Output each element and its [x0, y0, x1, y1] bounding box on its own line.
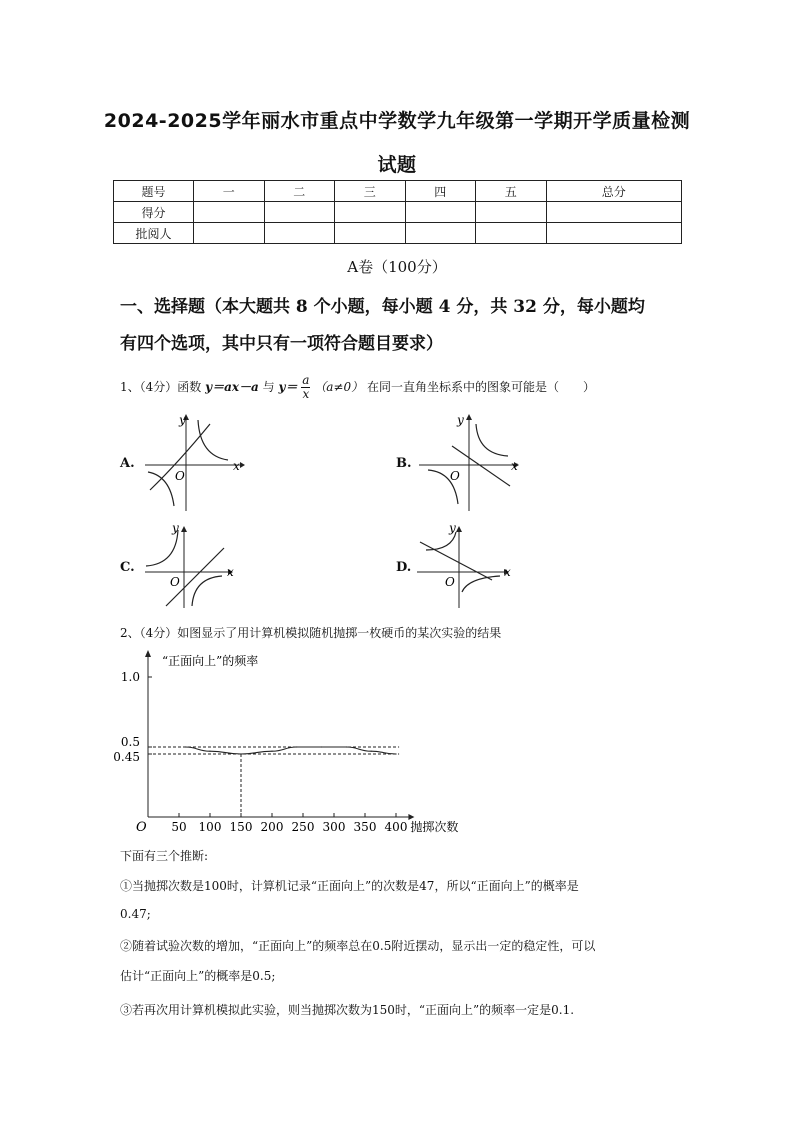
table-row: [114, 202, 682, 223]
section1-heading-line2: 有四个选项，其中只有一项符合题目要求）: [120, 334, 443, 354]
q1-suffix: 在同一直角坐标系中的图象可能是（ ）: [366, 380, 595, 394]
score-cell: [194, 202, 265, 223]
chart-reference-lines: [148, 747, 399, 817]
score-cell: [476, 223, 547, 244]
hyperbola-branch: [148, 472, 174, 506]
score-cell: [546, 223, 682, 244]
section1-heading-line1: 一、选择题（本大题共 8 个小题，每小题 4 分，共 32 分，每小题均: [120, 297, 645, 317]
section-a-title: A卷（100分）: [347, 258, 447, 276]
score-cell: [405, 223, 476, 244]
graph-option-a: [140, 408, 250, 513]
y-axis-arrow: [466, 414, 472, 420]
origin-label: O: [175, 469, 185, 483]
y-axis-arrow: [181, 526, 187, 532]
option-a-label: A.: [120, 456, 135, 471]
chart-series-line: [185, 747, 396, 754]
score-table-header-row: [114, 181, 682, 202]
origin-label: O: [450, 469, 460, 483]
graph-option-c: [140, 520, 250, 612]
table-row: [114, 223, 682, 244]
table-row-label: 批阅人: [114, 223, 194, 244]
q2-statement-1-cont: 0.47;: [120, 907, 151, 921]
score-cell: [264, 202, 335, 223]
score-cell: [476, 202, 547, 223]
y-axis-label: y: [172, 521, 179, 535]
q1-expr1: y＝ax－a: [205, 380, 259, 394]
q1-fraction: [301, 374, 310, 401]
linear-function-line: [420, 542, 492, 580]
y-axis-arrow: [456, 526, 462, 532]
chart-origin-label: O: [136, 820, 147, 835]
q2-intro: 下面有三个推断:: [120, 849, 209, 863]
chart-data-point: [346, 746, 347, 747]
q1-frac-num: a: [302, 373, 310, 387]
graph-option-b: [414, 408, 524, 513]
x-tick-label: 300: [322, 820, 346, 834]
score-table-header: 三: [335, 181, 406, 202]
hyperbola-branch: [476, 424, 508, 456]
x-tick-label: 200: [260, 820, 284, 834]
linear-function-line: [452, 446, 510, 486]
score-table-header: 题号: [114, 181, 194, 202]
table-row-label: 得分: [114, 202, 194, 223]
x-tick-label: 250: [291, 820, 315, 834]
page-title: 2024-2025学年丽水市重点中学数学九年级第一学期开学质量检测: [103, 110, 691, 132]
chart-x-label: 抛掷次数: [410, 820, 459, 834]
score-table-header: 总分: [546, 181, 682, 202]
score-table: [113, 180, 682, 244]
x-tick-label: 400: [384, 820, 408, 834]
y-tick-label: 1.0: [120, 670, 140, 684]
q1-mid: 与: [262, 380, 275, 394]
q2-statement-3: ③若再次用计算机模拟此实验，则当抛掷次数为150时，“正面向上”的频率一定是0.1.: [120, 1003, 575, 1017]
q2-statement-1: ①当抛掷次数是100时，计算机记录“正面向上”的次数是47，所以“正面向上”的概率是: [120, 879, 579, 893]
hyperbola-branch: [462, 576, 500, 592]
origin-label: O: [445, 575, 455, 589]
graph-option-d: [412, 520, 522, 612]
hyperbola-branch: [198, 420, 228, 460]
chart-data-point: [395, 753, 396, 754]
score-cell: [405, 202, 476, 223]
section1-heading: [120, 289, 690, 363]
score-table-header: 五: [476, 181, 547, 202]
score-table-header: 四: [405, 181, 476, 202]
chart-data-point: [271, 751, 272, 752]
x-axis-label: x: [233, 459, 240, 473]
option-b-label: B.: [396, 456, 412, 471]
option-c-label: C.: [120, 560, 135, 575]
chart-data-point: [296, 746, 297, 747]
x-axis-label: x: [511, 459, 518, 473]
q1-expr2: y＝: [278, 380, 298, 394]
x-axis-label: x: [227, 565, 234, 579]
x-tick-label: 50: [171, 820, 187, 834]
hyperbola-branch: [192, 576, 222, 606]
x-tick-label: 100: [198, 820, 222, 834]
score-cell: [546, 202, 682, 223]
chart-data-point: [185, 746, 186, 747]
origin-label: O: [170, 575, 180, 589]
x-tick-label: 350: [353, 820, 377, 834]
q1-frac-den: x: [302, 387, 310, 401]
x-axis-label: x: [504, 565, 511, 579]
score-table-header: 一: [194, 181, 265, 202]
chart-title: “正面向上”的频率: [162, 654, 259, 668]
y-tick-label: 0.45: [113, 750, 140, 764]
score-cell: [264, 223, 335, 244]
y-axis-label: y: [457, 413, 464, 427]
q1-stem: [120, 374, 720, 401]
chart-data-point: [321, 746, 322, 747]
score-cell: [194, 223, 265, 244]
x-axis-arrow: [240, 462, 245, 468]
x-tick-label: 150: [229, 820, 253, 834]
chart-data-point: [371, 751, 372, 752]
hyperbola-branch: [146, 530, 178, 566]
q2-statement-2: ②随着试验次数的增加，“正面向上”的频率总在0.5附近摆动，显示出一定的稳定性，可以: [120, 939, 596, 953]
option-d-label: D.: [396, 560, 412, 575]
page-title-line2: 试题: [377, 154, 417, 176]
y-tick-label: 0.5: [120, 735, 140, 749]
chart-data-point: [209, 751, 210, 752]
frequency-chart: [112, 645, 482, 840]
y-axis-label: y: [449, 521, 456, 535]
q2-stem: 2、（4分）如图显示了用计算机模拟随机抛掷一枚硬币的某次实验的结果: [120, 626, 502, 640]
y-axis-label: y: [179, 413, 186, 427]
chart-y-axis-arrow: [145, 650, 151, 657]
score-table-header: 二: [264, 181, 335, 202]
score-cell: [335, 202, 406, 223]
score-cell: [335, 223, 406, 244]
chart-data-point: [240, 753, 241, 754]
q1-prefix: 1、（4分）函数: [120, 380, 202, 394]
q1-cond: （a≠0）: [314, 380, 364, 394]
q2-statement-2-cont: 估计“正面向上”的概率是0.5;: [120, 969, 276, 983]
